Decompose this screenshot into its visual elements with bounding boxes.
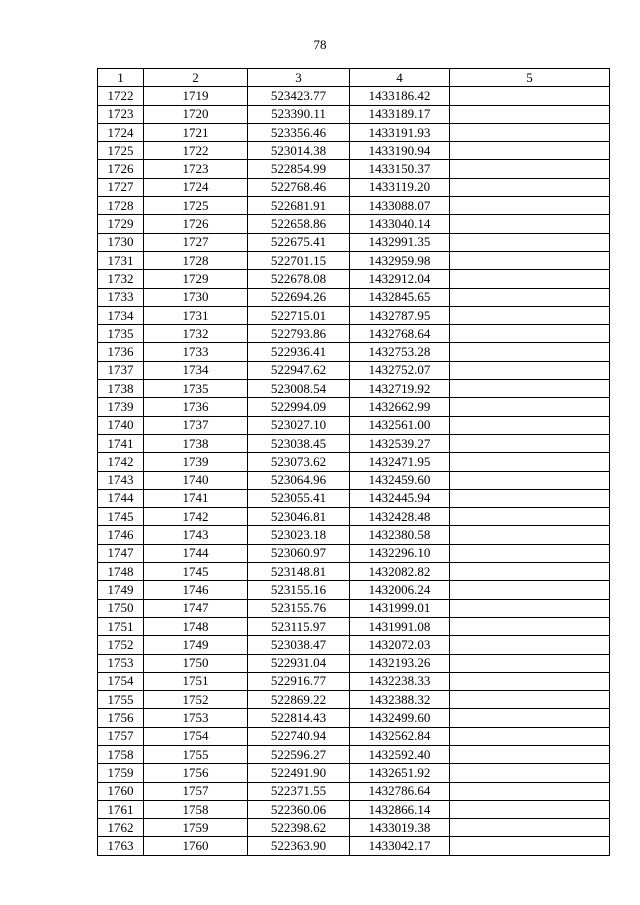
table-cell-col-2: 1738 bbox=[144, 434, 248, 452]
table-cell-col-1: 1751 bbox=[98, 617, 144, 635]
table-row bbox=[98, 617, 610, 635]
table-cell-col-5 bbox=[450, 544, 610, 562]
table-row bbox=[98, 123, 610, 141]
table-cell-col-4: 1433189.17 bbox=[350, 105, 450, 123]
table-cell-col-1: 1728 bbox=[98, 197, 144, 215]
table-cell-col-4: 1432592.40 bbox=[350, 745, 450, 763]
table-cell-col-4: 1432959.98 bbox=[350, 251, 450, 269]
table-cell-col-4: 1432193.26 bbox=[350, 654, 450, 672]
table-cell-col-5 bbox=[450, 782, 610, 800]
table-cell-col-5 bbox=[450, 105, 610, 123]
table-cell-col-4: 1433191.93 bbox=[350, 123, 450, 141]
table-row bbox=[98, 745, 610, 763]
table-row bbox=[98, 325, 610, 343]
table-cell-col-1: 1744 bbox=[98, 489, 144, 507]
table-cell-col-5 bbox=[450, 215, 610, 233]
table-cell-col-1: 1745 bbox=[98, 508, 144, 526]
table-cell-col-4: 1432471.95 bbox=[350, 453, 450, 471]
table-cell-col-2: 1745 bbox=[144, 563, 248, 581]
table-cell-col-3: 523023.18 bbox=[248, 526, 350, 544]
table-cell-col-1: 1742 bbox=[98, 453, 144, 471]
table-cell-col-1: 1733 bbox=[98, 288, 144, 306]
table-cell-col-4: 1432072.03 bbox=[350, 636, 450, 654]
table-cell-col-4: 1432539.27 bbox=[350, 434, 450, 452]
table-cell-col-1: 1734 bbox=[98, 306, 144, 324]
table-cell-col-2: 1743 bbox=[144, 526, 248, 544]
table-cell-col-1: 1723 bbox=[98, 105, 144, 123]
table-cell-col-3: 522869.22 bbox=[248, 691, 350, 709]
table-cell-col-3: 522678.08 bbox=[248, 270, 350, 288]
table-row bbox=[98, 800, 610, 818]
table-cell-col-2: 1731 bbox=[144, 306, 248, 324]
table-cell-col-2: 1757 bbox=[144, 782, 248, 800]
table-cell-col-5 bbox=[450, 727, 610, 745]
table-cell-col-2: 1732 bbox=[144, 325, 248, 343]
table-cell-col-5 bbox=[450, 691, 610, 709]
table-cell-col-3: 523038.47 bbox=[248, 636, 350, 654]
table-cell-col-2: 1759 bbox=[144, 819, 248, 837]
table-cell-col-2: 1740 bbox=[144, 471, 248, 489]
page-number: 78 bbox=[313, 37, 327, 52]
table-cell-col-1: 1756 bbox=[98, 709, 144, 727]
table-cell-col-5 bbox=[450, 745, 610, 763]
table-cell-col-4: 1431991.08 bbox=[350, 617, 450, 635]
table-cell-col-3: 522681.91 bbox=[248, 197, 350, 215]
table-row bbox=[98, 142, 610, 160]
table-cell-col-5 bbox=[450, 709, 610, 727]
table-cell-col-3: 523064.96 bbox=[248, 471, 350, 489]
table-cell-col-2: 1725 bbox=[144, 197, 248, 215]
table-row bbox=[98, 416, 610, 434]
table-cell-col-3: 523038.45 bbox=[248, 434, 350, 452]
table-cell-col-3: 522694.26 bbox=[248, 288, 350, 306]
table-cell-col-5 bbox=[450, 380, 610, 398]
table-cell-col-1: 1740 bbox=[98, 416, 144, 434]
table-cell-col-2: 1755 bbox=[144, 745, 248, 763]
table-cell-col-2: 1720 bbox=[144, 105, 248, 123]
table-cell-col-3: 523027.10 bbox=[248, 416, 350, 434]
table-cell-col-3: 522491.90 bbox=[248, 764, 350, 782]
table-row bbox=[98, 306, 610, 324]
table-cell-col-2: 1729 bbox=[144, 270, 248, 288]
table-cell-col-1: 1735 bbox=[98, 325, 144, 343]
table-cell-col-1: 1752 bbox=[98, 636, 144, 654]
table-cell-col-1: 1757 bbox=[98, 727, 144, 745]
table-cell-col-2: 1726 bbox=[144, 215, 248, 233]
table-cell-col-5 bbox=[450, 654, 610, 672]
table-cell-col-5 bbox=[450, 599, 610, 617]
table-cell-col-4: 1432786.64 bbox=[350, 782, 450, 800]
table-cell-col-1: 1760 bbox=[98, 782, 144, 800]
table-row bbox=[98, 709, 610, 727]
table-cell-col-5 bbox=[450, 233, 610, 251]
table-row bbox=[98, 471, 610, 489]
table-row bbox=[98, 434, 610, 452]
table-cell-col-2: 1719 bbox=[144, 87, 248, 105]
table-cell-col-2: 1722 bbox=[144, 142, 248, 160]
table-cell-col-5 bbox=[450, 471, 610, 489]
table-cell-col-3: 523356.46 bbox=[248, 123, 350, 141]
table-cell-col-2: 1737 bbox=[144, 416, 248, 434]
table-cell-col-1: 1762 bbox=[98, 819, 144, 837]
table-cell-col-4: 1432561.00 bbox=[350, 416, 450, 434]
table-cell-col-4: 1432719.92 bbox=[350, 380, 450, 398]
table-cell-col-3: 522658.86 bbox=[248, 215, 350, 233]
table-cell-col-3: 522715.01 bbox=[248, 306, 350, 324]
table-cell-col-5 bbox=[450, 453, 610, 471]
table-cell-col-3: 523008.54 bbox=[248, 380, 350, 398]
table-cell-col-1: 1732 bbox=[98, 270, 144, 288]
table-cell-col-3: 522768.46 bbox=[248, 178, 350, 196]
table-cell-col-2: 1721 bbox=[144, 123, 248, 141]
table-cell-col-4: 1432845.65 bbox=[350, 288, 450, 306]
table-cell-col-3: 522947.62 bbox=[248, 361, 350, 379]
table-cell-col-5 bbox=[450, 325, 610, 343]
table-cell-col-1: 1727 bbox=[98, 178, 144, 196]
table-cell-col-4: 1432388.32 bbox=[350, 691, 450, 709]
table-cell-col-3: 523390.11 bbox=[248, 105, 350, 123]
table-row bbox=[98, 453, 610, 471]
table-cell-col-5 bbox=[450, 800, 610, 818]
table-cell-col-2: 1728 bbox=[144, 251, 248, 269]
table-cell-col-2: 1735 bbox=[144, 380, 248, 398]
table-row bbox=[98, 672, 610, 690]
table-cell-col-2: 1747 bbox=[144, 599, 248, 617]
table-cell-col-4: 1432499.60 bbox=[350, 709, 450, 727]
table-cell-col-3: 522371.55 bbox=[248, 782, 350, 800]
table-cell-col-1: 1736 bbox=[98, 343, 144, 361]
table-cell-col-5 bbox=[450, 563, 610, 581]
table-cell-col-5 bbox=[450, 251, 610, 269]
table-cell-col-2: 1750 bbox=[144, 654, 248, 672]
table-row bbox=[98, 398, 610, 416]
table-cell-col-1: 1729 bbox=[98, 215, 144, 233]
table-row bbox=[98, 691, 610, 709]
table-cell-col-2: 1727 bbox=[144, 233, 248, 251]
table-row bbox=[98, 489, 610, 507]
table-cell-col-4: 1432752.07 bbox=[350, 361, 450, 379]
coordinates-table bbox=[97, 68, 610, 856]
table-cell-col-2: 1753 bbox=[144, 709, 248, 727]
table-row bbox=[98, 782, 610, 800]
table-cell-col-2: 1756 bbox=[144, 764, 248, 782]
table-cell-col-4: 1432768.64 bbox=[350, 325, 450, 343]
table-cell-col-3: 522854.99 bbox=[248, 160, 350, 178]
table-row bbox=[98, 563, 610, 581]
table-cell-col-1: 1739 bbox=[98, 398, 144, 416]
table-cell-col-2: 1744 bbox=[144, 544, 248, 562]
table-cell-col-1: 1755 bbox=[98, 691, 144, 709]
table-cell-col-2: 1749 bbox=[144, 636, 248, 654]
table-cell-col-4: 1432787.95 bbox=[350, 306, 450, 324]
table-cell-col-4: 1431999.01 bbox=[350, 599, 450, 617]
table-cell-col-3: 522814.43 bbox=[248, 709, 350, 727]
table-cell-col-1: 1761 bbox=[98, 800, 144, 818]
table-cell-col-5 bbox=[450, 306, 610, 324]
table-row bbox=[98, 380, 610, 398]
table-cell-col-5 bbox=[450, 764, 610, 782]
column-header-3: 3 bbox=[248, 69, 350, 87]
table-cell-col-5 bbox=[450, 178, 610, 196]
table-row bbox=[98, 160, 610, 178]
table-cell-col-4: 1432296.10 bbox=[350, 544, 450, 562]
table-cell-col-2: 1752 bbox=[144, 691, 248, 709]
table-cell-col-2: 1723 bbox=[144, 160, 248, 178]
table-row bbox=[98, 288, 610, 306]
table-cell-col-1: 1759 bbox=[98, 764, 144, 782]
table-row bbox=[98, 819, 610, 837]
table-cell-col-5 bbox=[450, 398, 610, 416]
table-cell-col-3: 522363.90 bbox=[248, 837, 350, 855]
table-row bbox=[98, 215, 610, 233]
table-cell-col-4: 1433119.20 bbox=[350, 178, 450, 196]
table-cell-col-2: 1724 bbox=[144, 178, 248, 196]
table-row bbox=[98, 105, 610, 123]
table-cell-col-4: 1432562.84 bbox=[350, 727, 450, 745]
table-cell-col-5 bbox=[450, 416, 610, 434]
table-cell-col-1: 1722 bbox=[98, 87, 144, 105]
table-cell-col-5 bbox=[450, 270, 610, 288]
table-cell-col-1: 1726 bbox=[98, 160, 144, 178]
table-row bbox=[98, 654, 610, 672]
table-row bbox=[98, 233, 610, 251]
table-row bbox=[98, 837, 610, 855]
table-cell-col-3: 522398.62 bbox=[248, 819, 350, 837]
table-cell-col-4: 1432651.92 bbox=[350, 764, 450, 782]
table-cell-col-1: 1743 bbox=[98, 471, 144, 489]
table-cell-col-1: 1748 bbox=[98, 563, 144, 581]
table-row bbox=[98, 599, 610, 617]
table-cell-col-3: 523060.97 bbox=[248, 544, 350, 562]
table-cell-col-1: 1737 bbox=[98, 361, 144, 379]
table-cell-col-4: 1433088.07 bbox=[350, 197, 450, 215]
table-row bbox=[98, 764, 610, 782]
table-cell-col-1: 1724 bbox=[98, 123, 144, 141]
table-cell-col-3: 522793.86 bbox=[248, 325, 350, 343]
table-cell-col-5 bbox=[450, 837, 610, 855]
table-cell-col-4: 1432238.33 bbox=[350, 672, 450, 690]
table-cell-col-1: 1747 bbox=[98, 544, 144, 562]
table-cell-col-5 bbox=[450, 361, 610, 379]
table-cell-col-4: 1433186.42 bbox=[350, 87, 450, 105]
table-cell-col-1: 1746 bbox=[98, 526, 144, 544]
table-cell-col-3: 522675.41 bbox=[248, 233, 350, 251]
table-cell-col-4: 1432912.04 bbox=[350, 270, 450, 288]
table-cell-col-5 bbox=[450, 489, 610, 507]
table-cell-col-3: 522931.04 bbox=[248, 654, 350, 672]
table-cell-col-2: 1760 bbox=[144, 837, 248, 855]
table-cell-col-5 bbox=[450, 160, 610, 178]
table-row bbox=[98, 178, 610, 196]
table-cell-col-1: 1738 bbox=[98, 380, 144, 398]
table-cell-col-4: 1432428.48 bbox=[350, 508, 450, 526]
table-cell-col-5 bbox=[450, 87, 610, 105]
table-cell-col-1: 1758 bbox=[98, 745, 144, 763]
table-cell-col-4: 1432753.28 bbox=[350, 343, 450, 361]
table-cell-col-3: 523155.76 bbox=[248, 599, 350, 617]
table-cell-col-2: 1739 bbox=[144, 453, 248, 471]
column-header-5: 5 bbox=[450, 69, 610, 87]
table-row bbox=[98, 508, 610, 526]
table-cell-col-3: 523423.77 bbox=[248, 87, 350, 105]
table-cell-col-1: 1731 bbox=[98, 251, 144, 269]
table-cell-col-2: 1733 bbox=[144, 343, 248, 361]
table-cell-col-5 bbox=[450, 123, 610, 141]
table-cell-col-3: 523055.41 bbox=[248, 489, 350, 507]
table-cell-col-1: 1749 bbox=[98, 581, 144, 599]
table-row bbox=[98, 636, 610, 654]
table-cell-col-1: 1754 bbox=[98, 672, 144, 690]
column-header-2: 2 bbox=[144, 69, 248, 87]
table-cell-col-1: 1753 bbox=[98, 654, 144, 672]
table-cell-col-1: 1741 bbox=[98, 434, 144, 452]
table-cell-col-2: 1751 bbox=[144, 672, 248, 690]
table-row bbox=[98, 361, 610, 379]
table-row bbox=[98, 251, 610, 269]
table-cell-col-3: 523073.62 bbox=[248, 453, 350, 471]
table-cell-col-2: 1730 bbox=[144, 288, 248, 306]
table-header-row bbox=[98, 69, 610, 87]
column-header-4: 4 bbox=[350, 69, 450, 87]
table-cell-col-4: 1433040.14 bbox=[350, 215, 450, 233]
table-row bbox=[98, 197, 610, 215]
table-cell-col-3: 522936.41 bbox=[248, 343, 350, 361]
table-cell-col-4: 1432866.14 bbox=[350, 800, 450, 818]
table-cell-col-1: 1763 bbox=[98, 837, 144, 855]
table-cell-col-1: 1725 bbox=[98, 142, 144, 160]
table-cell-col-4: 1432662.99 bbox=[350, 398, 450, 416]
table-cell-col-5 bbox=[450, 672, 610, 690]
table-cell-col-3: 522701.15 bbox=[248, 251, 350, 269]
table-cell-col-5 bbox=[450, 581, 610, 599]
table-cell-col-3: 522740.94 bbox=[248, 727, 350, 745]
table-cell-col-5 bbox=[450, 434, 610, 452]
table-row bbox=[98, 270, 610, 288]
table-cell-col-4: 1433042.17 bbox=[350, 837, 450, 855]
table-row bbox=[98, 544, 610, 562]
table-row bbox=[98, 727, 610, 745]
table-cell-col-2: 1748 bbox=[144, 617, 248, 635]
table-cell-col-5 bbox=[450, 197, 610, 215]
table-cell-col-3: 523046.81 bbox=[248, 508, 350, 526]
table-cell-col-2: 1736 bbox=[144, 398, 248, 416]
table-cell-col-3: 523115.97 bbox=[248, 617, 350, 635]
table-row bbox=[98, 343, 610, 361]
table-row bbox=[98, 526, 610, 544]
table-cell-col-2: 1741 bbox=[144, 489, 248, 507]
table-cell-col-3: 523014.38 bbox=[248, 142, 350, 160]
table-cell-col-2: 1754 bbox=[144, 727, 248, 745]
table-cell-col-4: 1432380.58 bbox=[350, 526, 450, 544]
table-cell-col-2: 1734 bbox=[144, 361, 248, 379]
table-cell-col-3: 522994.09 bbox=[248, 398, 350, 416]
table-cell-col-4: 1433019.38 bbox=[350, 819, 450, 837]
table-cell-col-1: 1730 bbox=[98, 233, 144, 251]
table-cell-col-4: 1432006.24 bbox=[350, 581, 450, 599]
table-cell-col-3: 523148.81 bbox=[248, 563, 350, 581]
table-cell-col-5 bbox=[450, 819, 610, 837]
table-cell-col-5 bbox=[450, 142, 610, 160]
table-body bbox=[98, 87, 610, 855]
table-row bbox=[98, 87, 610, 105]
table-row bbox=[98, 581, 610, 599]
table-cell-col-5 bbox=[450, 508, 610, 526]
table-cell-col-4: 1432991.35 bbox=[350, 233, 450, 251]
table-cell-col-3: 522596.27 bbox=[248, 745, 350, 763]
table-cell-col-1: 1750 bbox=[98, 599, 144, 617]
table-cell-col-3: 523155.16 bbox=[248, 581, 350, 599]
table-cell-col-5 bbox=[450, 288, 610, 306]
table-cell-col-2: 1742 bbox=[144, 508, 248, 526]
table-cell-col-4: 1433150.37 bbox=[350, 160, 450, 178]
table-cell-col-3: 522360.06 bbox=[248, 800, 350, 818]
table-cell-col-3: 522916.77 bbox=[248, 672, 350, 690]
table-cell-col-2: 1758 bbox=[144, 800, 248, 818]
table-cell-col-4: 1432459.60 bbox=[350, 471, 450, 489]
table-cell-col-4: 1433190.94 bbox=[350, 142, 450, 160]
table-cell-col-4: 1432445.94 bbox=[350, 489, 450, 507]
table-cell-col-5 bbox=[450, 617, 610, 635]
table-cell-col-4: 1432082.82 bbox=[350, 563, 450, 581]
column-header-1: 1 bbox=[98, 69, 144, 87]
table-cell-col-2: 1746 bbox=[144, 581, 248, 599]
table-cell-col-5 bbox=[450, 343, 610, 361]
table-cell-col-5 bbox=[450, 526, 610, 544]
table-cell-col-5 bbox=[450, 636, 610, 654]
